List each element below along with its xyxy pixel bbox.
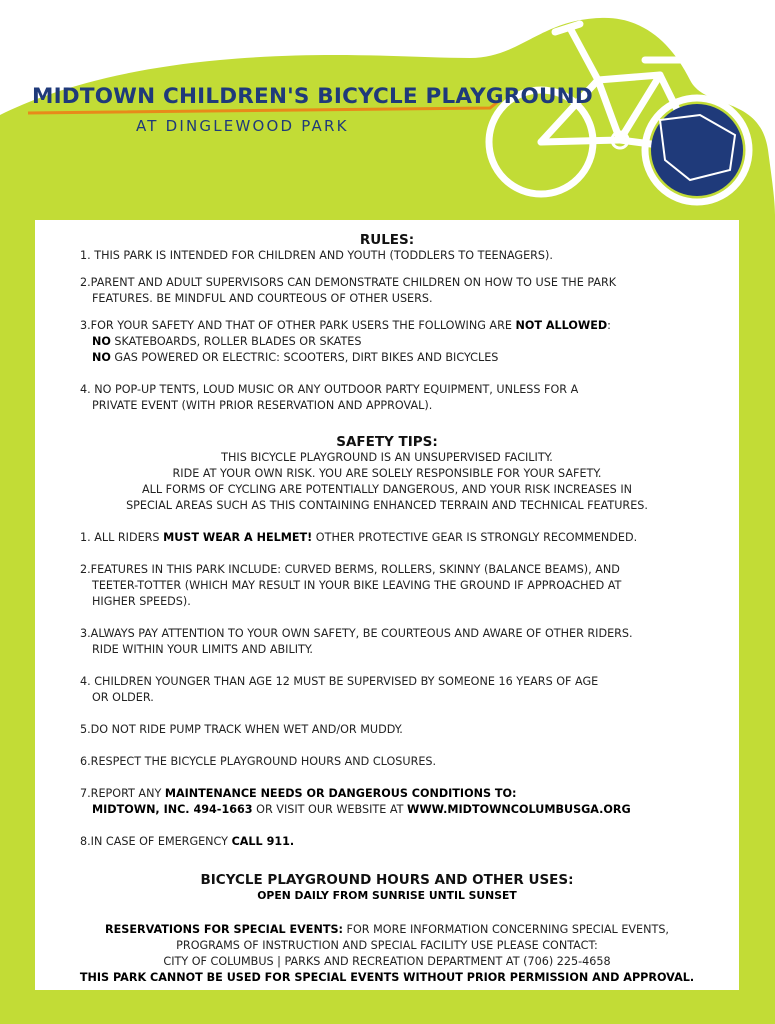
panel-content xyxy=(35,220,739,986)
safety-1: 1. ALL RIDERS MUST WEAR A HELMET! OTHER PROTECTIVE GEAR IS STRONGLY RECOMMENDED. xyxy=(80,531,638,544)
reservations: RESERVATIONS FOR SPECIAL EVENTS: FOR MORE INFORMATION CONCERNING SPECIAL EVENTS, PROGRAMS OF INSTRUCTION AND SPECIAL FACILITY USE PLEASE CONTACT: CITY OF COLUMBUS | PARKS AND RECREATION DEPARTMENT AT (706) 225-4658 THIS PARK CANNOT BE USED FOR SPECIAL EVENTS WITHOUT PRIOR PERMISSION AND APPROVAL. xyxy=(79,923,695,984)
safety-3: 3.ALWAYS PAY ATTENTION TO YOUR OWN SAFETY, BE COURTEOUS AND AWARE OF OTHER RIDERS. RIDE WITHIN YOUR LIMITS AND ABILITY. xyxy=(80,627,633,656)
safety-intro: THIS BICYCLE PLAYGROUND IS AN UNSUPERVISED FACILITY. RIDE AT YOUR OWN RISK. YOU ARE SOLELY RESPONSIBLE FOR YOUR SAFETY. ALL FORMS OF CYCLING ARE POTENTIALLY DANGEROUS, AND YOUR RISK INCREASES IN SPECIAL AREAS SUCH AS THIS CONTAINING ENHANCED TERRAIN AND TECHNICAL FEATURES. xyxy=(126,451,648,512)
rules-panel xyxy=(35,220,739,990)
page-subtitle: AT DINGLEWOOD PARK xyxy=(136,117,349,135)
rule-3: 3.FOR YOUR SAFETY AND THAT OF OTHER PARK USERS THE FOLLOWING ARE NOT ALLOWED: NO SKATEBOARDS, ROLLER BLADES OR SKATES NO GAS POWERED OR ELECTRIC: SCOOTERS, DIRT BIKES AND BICYCLES xyxy=(80,319,611,364)
rule-1: 1. THIS PARK IS INTENDED FOR CHILDREN AND YOUTH (TODDLERS TO TEENAGERS). xyxy=(80,249,553,262)
safety-4: 4. CHILDREN YOUNGER THAN AGE 12 MUST BE SUPERVISED BY SOMEONE 16 YEARS OF AGE OR OLDER. xyxy=(80,675,599,704)
rule-4: 4. NO POP-UP TENTS, LOUD MUSIC OR ANY OUTDOOR PARTY EQUIPMENT, UNLESS FOR A PRIVATE EVENT (WITH PRIOR RESERVATION AND APPROVAL). xyxy=(80,383,579,412)
bicycle-icon xyxy=(0,0,775,230)
safety-5: 5.DO NOT RIDE PUMP TRACK WHEN WET AND/OR MUDDY. xyxy=(80,723,403,736)
rear-wheel-fill xyxy=(651,104,743,196)
safety-6: 6.RESPECT THE BICYCLE PLAYGROUND HOURS AND CLOSURES. xyxy=(80,755,437,768)
rule-2: 2.PARENT AND ADULT SUPERVISORS CAN DEMONSTRATE CHILDREN ON HOW TO USE THE PARK FEATURES. BE MINDFUL AND COURTEOUS OF OTHER USERS. xyxy=(80,276,617,305)
safety-heading: SAFETY TIPS: xyxy=(336,434,438,450)
safety-7: 7.REPORT ANY MAINTENANCE NEEDS OR DANGEROUS CONDITIONS TO: MIDTOWN, INC. 494-1663 OR VISIT OUR WEBSITE AT WWW.MIDTOWNCOLUMBUSGA.ORG xyxy=(80,787,631,816)
safety-2: 2.FEATURES IN THIS PARK INCLUDE: CURVED BERMS, ROLLERS, SKINNY (BALANCE BEAMS), AND TEETER-TOTTER (WHICH MAY RESULT IN YOUR BIKE LEAVING THE GROUND IF APPROACHED AT HIGHER SPEEDS). xyxy=(80,563,622,608)
page-title: MIDTOWN CHILDREN'S BICYCLE PLAYGROUND xyxy=(32,84,593,109)
hours-heading: BICYCLE PLAYGROUND HOURS AND OTHER USES: xyxy=(200,872,574,888)
safety-8: 8.IN CASE OF EMERGENCY CALL 911. xyxy=(80,835,295,848)
hours-open: OPEN DAILY FROM SUNRISE UNTIL SUNSET xyxy=(257,889,517,902)
rules-heading: RULES: xyxy=(359,232,415,248)
